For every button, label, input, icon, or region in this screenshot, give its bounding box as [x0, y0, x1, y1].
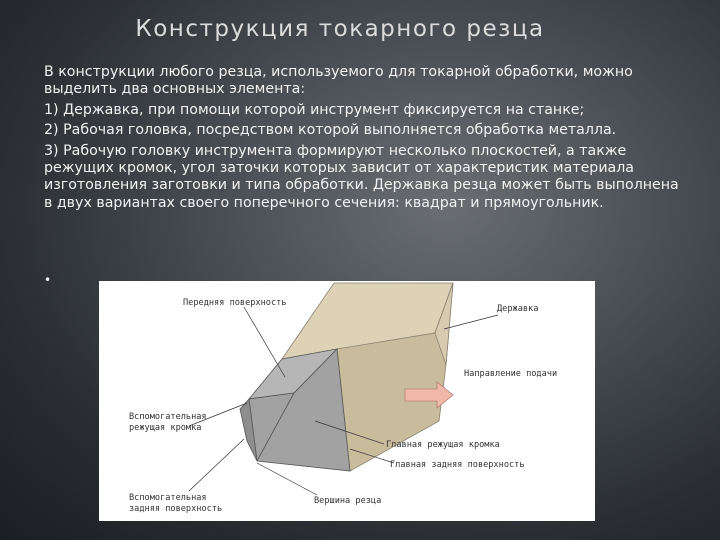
label-front-surface: Передняя поверхность [183, 298, 287, 308]
paragraph-planes: 3) Рабочую головку инструмента формируют несколько плоскостей, а также режущих кромок, угол заточки которых зависит от характеристик материала изготовления заготовки и типа обработки. Державка резца может быть выполнена в двух вариантах своего поперечного сечения: квадрат и прямоугольник. [44, 142, 679, 211]
paragraph-intro: В конструкции любого резца, используемого для токарной обработки, можно выделить два основных элемента: [44, 64, 633, 98]
empty-bullet: • [44, 273, 52, 287]
paragraph-working-head: 2) Рабочая головка, посредством которой выполняется обработка металла. [44, 122, 617, 139]
label-holder: Державка [497, 304, 539, 314]
diagram-svg [99, 281, 595, 521]
label-aux-cutting-edge-line1: Вспомогательная [129, 412, 207, 422]
label-main-cutting-edge: Главная режущая кромка [386, 440, 500, 450]
label-feed-direction: Направление подачи [464, 369, 558, 379]
label-main-back-surface: Главная задняя поверхность [390, 460, 525, 470]
lathe-tool-diagram [99, 281, 595, 521]
paragraph-holder: 1) Державка, при помощи которой инструмент фиксируется на станке; [44, 101, 585, 118]
label-aux-back-surface-line2: задняя поверхность [129, 504, 223, 514]
slide-title: Конструкция токарного резца [135, 16, 545, 42]
label-aux-back-surface-line1: Вспомогательная [129, 493, 207, 503]
label-tool-tip: Вершина резца [314, 496, 382, 506]
slide-body [44, 64, 684, 215]
label-aux-cutting-edge-line2: режущая кромка [129, 423, 202, 433]
